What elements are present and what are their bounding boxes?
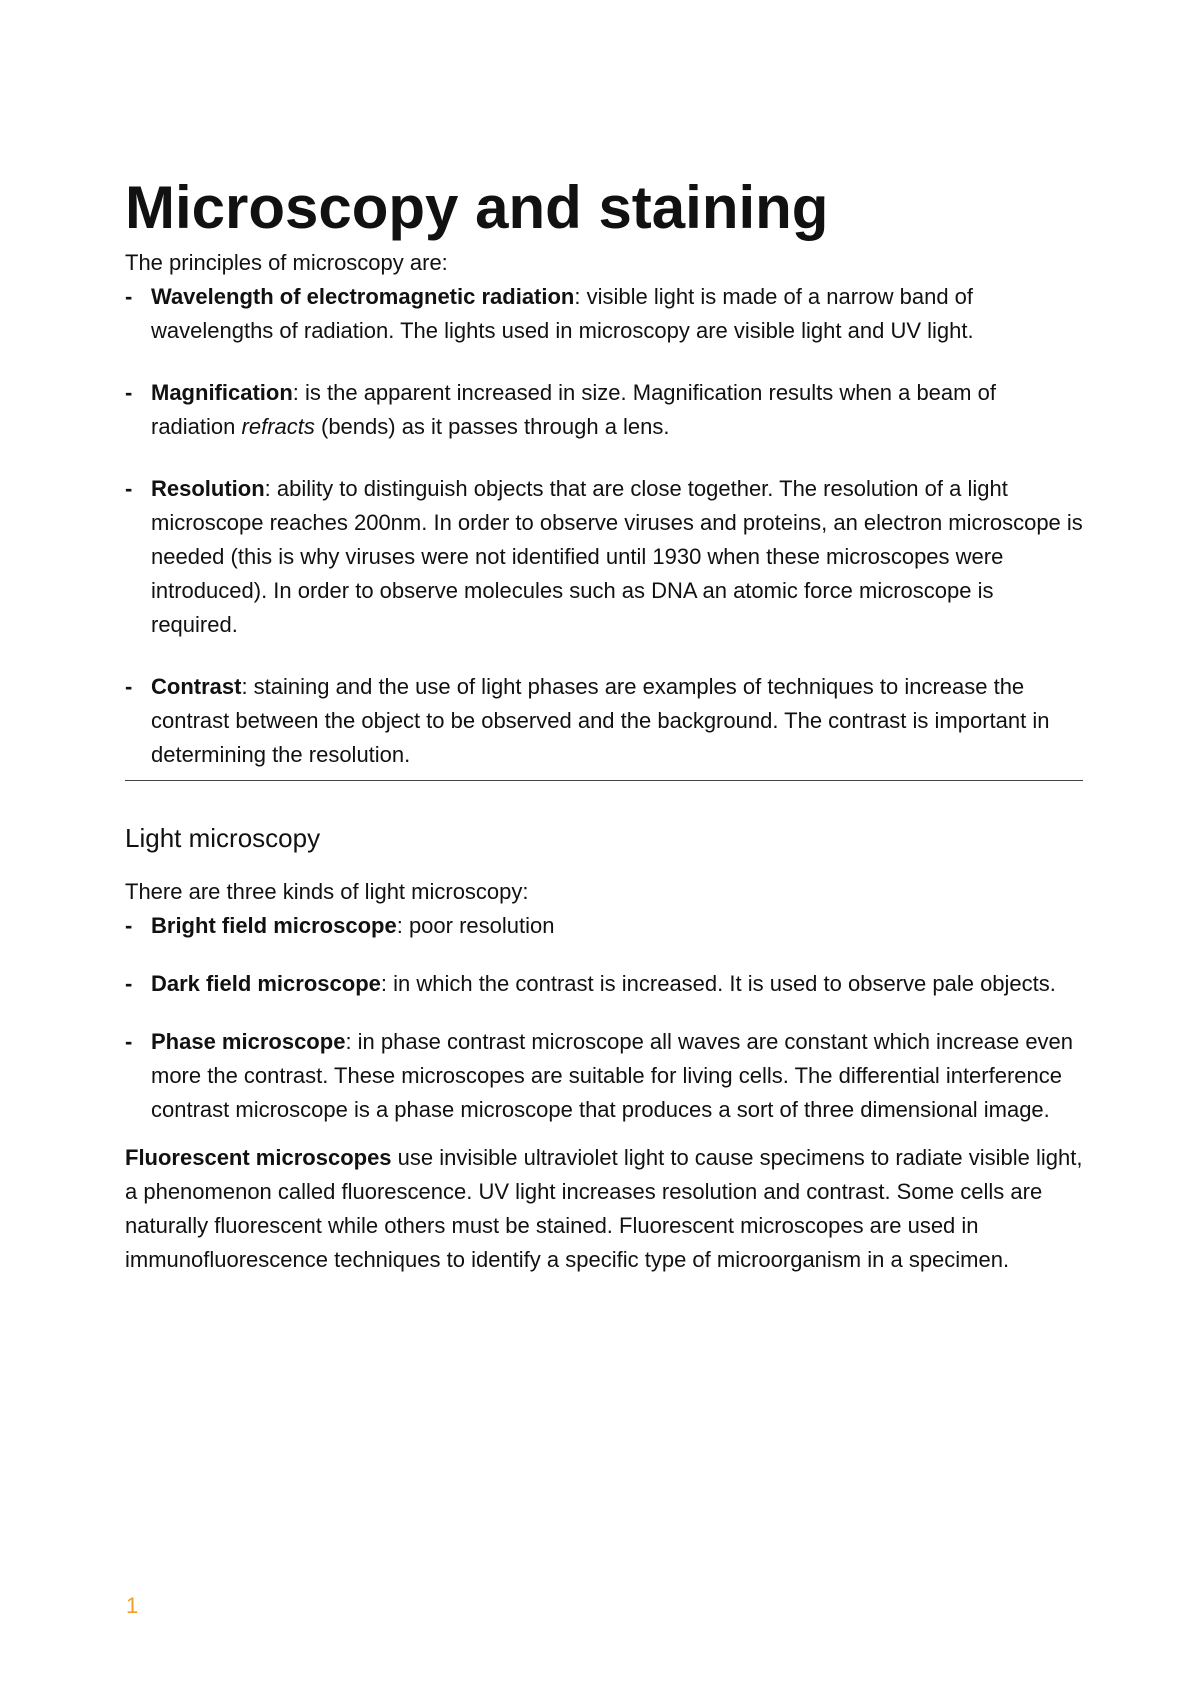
principle-term: Resolution <box>151 476 265 501</box>
principle-text: : ability to distinguish objects that are close together. The resolution of a light microscope reaches 200nm. In order to observe viruses and proteins, an electron microscope is needed (this is why viruses were not identified until 1930 when these microscopes were introduced). In order to observe molecules such as DNA an atomic force microscope is required. <box>151 476 1083 637</box>
fluorescent-term: Fluorescent microscopes <box>125 1145 392 1170</box>
dash-bullet: - <box>125 380 133 405</box>
principle-text: : visible light is made of a narrow band of wavelengths of radiation. The lights used in microscopy are visible light and UV light. <box>151 284 974 343</box>
kind-term: Dark field microscope <box>151 971 381 996</box>
list-item <box>125 1025 1085 1127</box>
principle-term: Wavelength of electromagnetic radiation <box>151 284 575 309</box>
fluorescent-text: use invisible ultraviolet light to cause specimens to radiate visible light, a phenomenon called fluorescence. UV light increases resolution and contrast. Some cells are naturally fluorescent while others must be stained. Fluorescent microscopes are used in immunofluorescence techniques to identify a specific type of microorganism in a specimen. <box>125 1145 1083 1272</box>
principle-text: : staining and the use of light phases are examples of techniques to increase the contrast between the object to be observed and the background. The contrast is important in determining the resolution. <box>151 674 1050 767</box>
kind-text: : in which the contrast is increased. It is used to observe pale objects. <box>380 971 1056 996</box>
document-content <box>125 172 1085 1277</box>
dash-bullet: - <box>125 674 133 699</box>
page-number: 1 <box>126 1593 139 1618</box>
fluorescent-paragraph <box>125 1141 1085 1277</box>
principle-italic-term: refracts <box>241 414 315 439</box>
dash-bullet: - <box>125 1029 133 1054</box>
list-item <box>125 967 1085 1001</box>
dash-bullet: - <box>125 284 133 309</box>
list-item <box>125 280 1085 348</box>
list-item <box>125 909 1085 943</box>
list-item <box>125 670 1085 772</box>
kind-text: : in phase contrast microscope all waves are constant which increase even more the contrast. These microscopes are suitable for living cells. The differential interference contrast microscope is a phase microscope that produces a sort of three dimensional image. <box>151 1029 1074 1122</box>
kind-term: Phase microscope <box>151 1029 346 1054</box>
principle-text: (bends) as it passes through a lens. <box>314 414 670 439</box>
dash-bullet: - <box>125 476 133 501</box>
principle-term: Contrast <box>151 674 242 699</box>
dash-bullet: - <box>125 913 133 938</box>
section-intro: There are three kinds of light microscopy: <box>125 879 529 904</box>
section-heading: Light microscopy <box>125 823 321 853</box>
principle-text: : is the apparent increased in size. Magnification results when a beam of radiation <box>151 380 996 439</box>
kind-text: : poor resolution <box>396 913 555 938</box>
microscopy-kinds-list <box>125 909 1085 1127</box>
horizontal-divider <box>125 780 1083 781</box>
principle-term: Magnification <box>151 380 293 405</box>
list-item <box>125 472 1085 642</box>
kind-term: Bright field microscope <box>151 913 397 938</box>
principles-intro: The principles of microscopy are: <box>125 250 448 275</box>
page-title: Microscopy and staining <box>125 174 829 241</box>
dash-bullet: - <box>125 971 133 996</box>
list-item <box>125 376 1085 444</box>
principles-list <box>125 280 1085 772</box>
